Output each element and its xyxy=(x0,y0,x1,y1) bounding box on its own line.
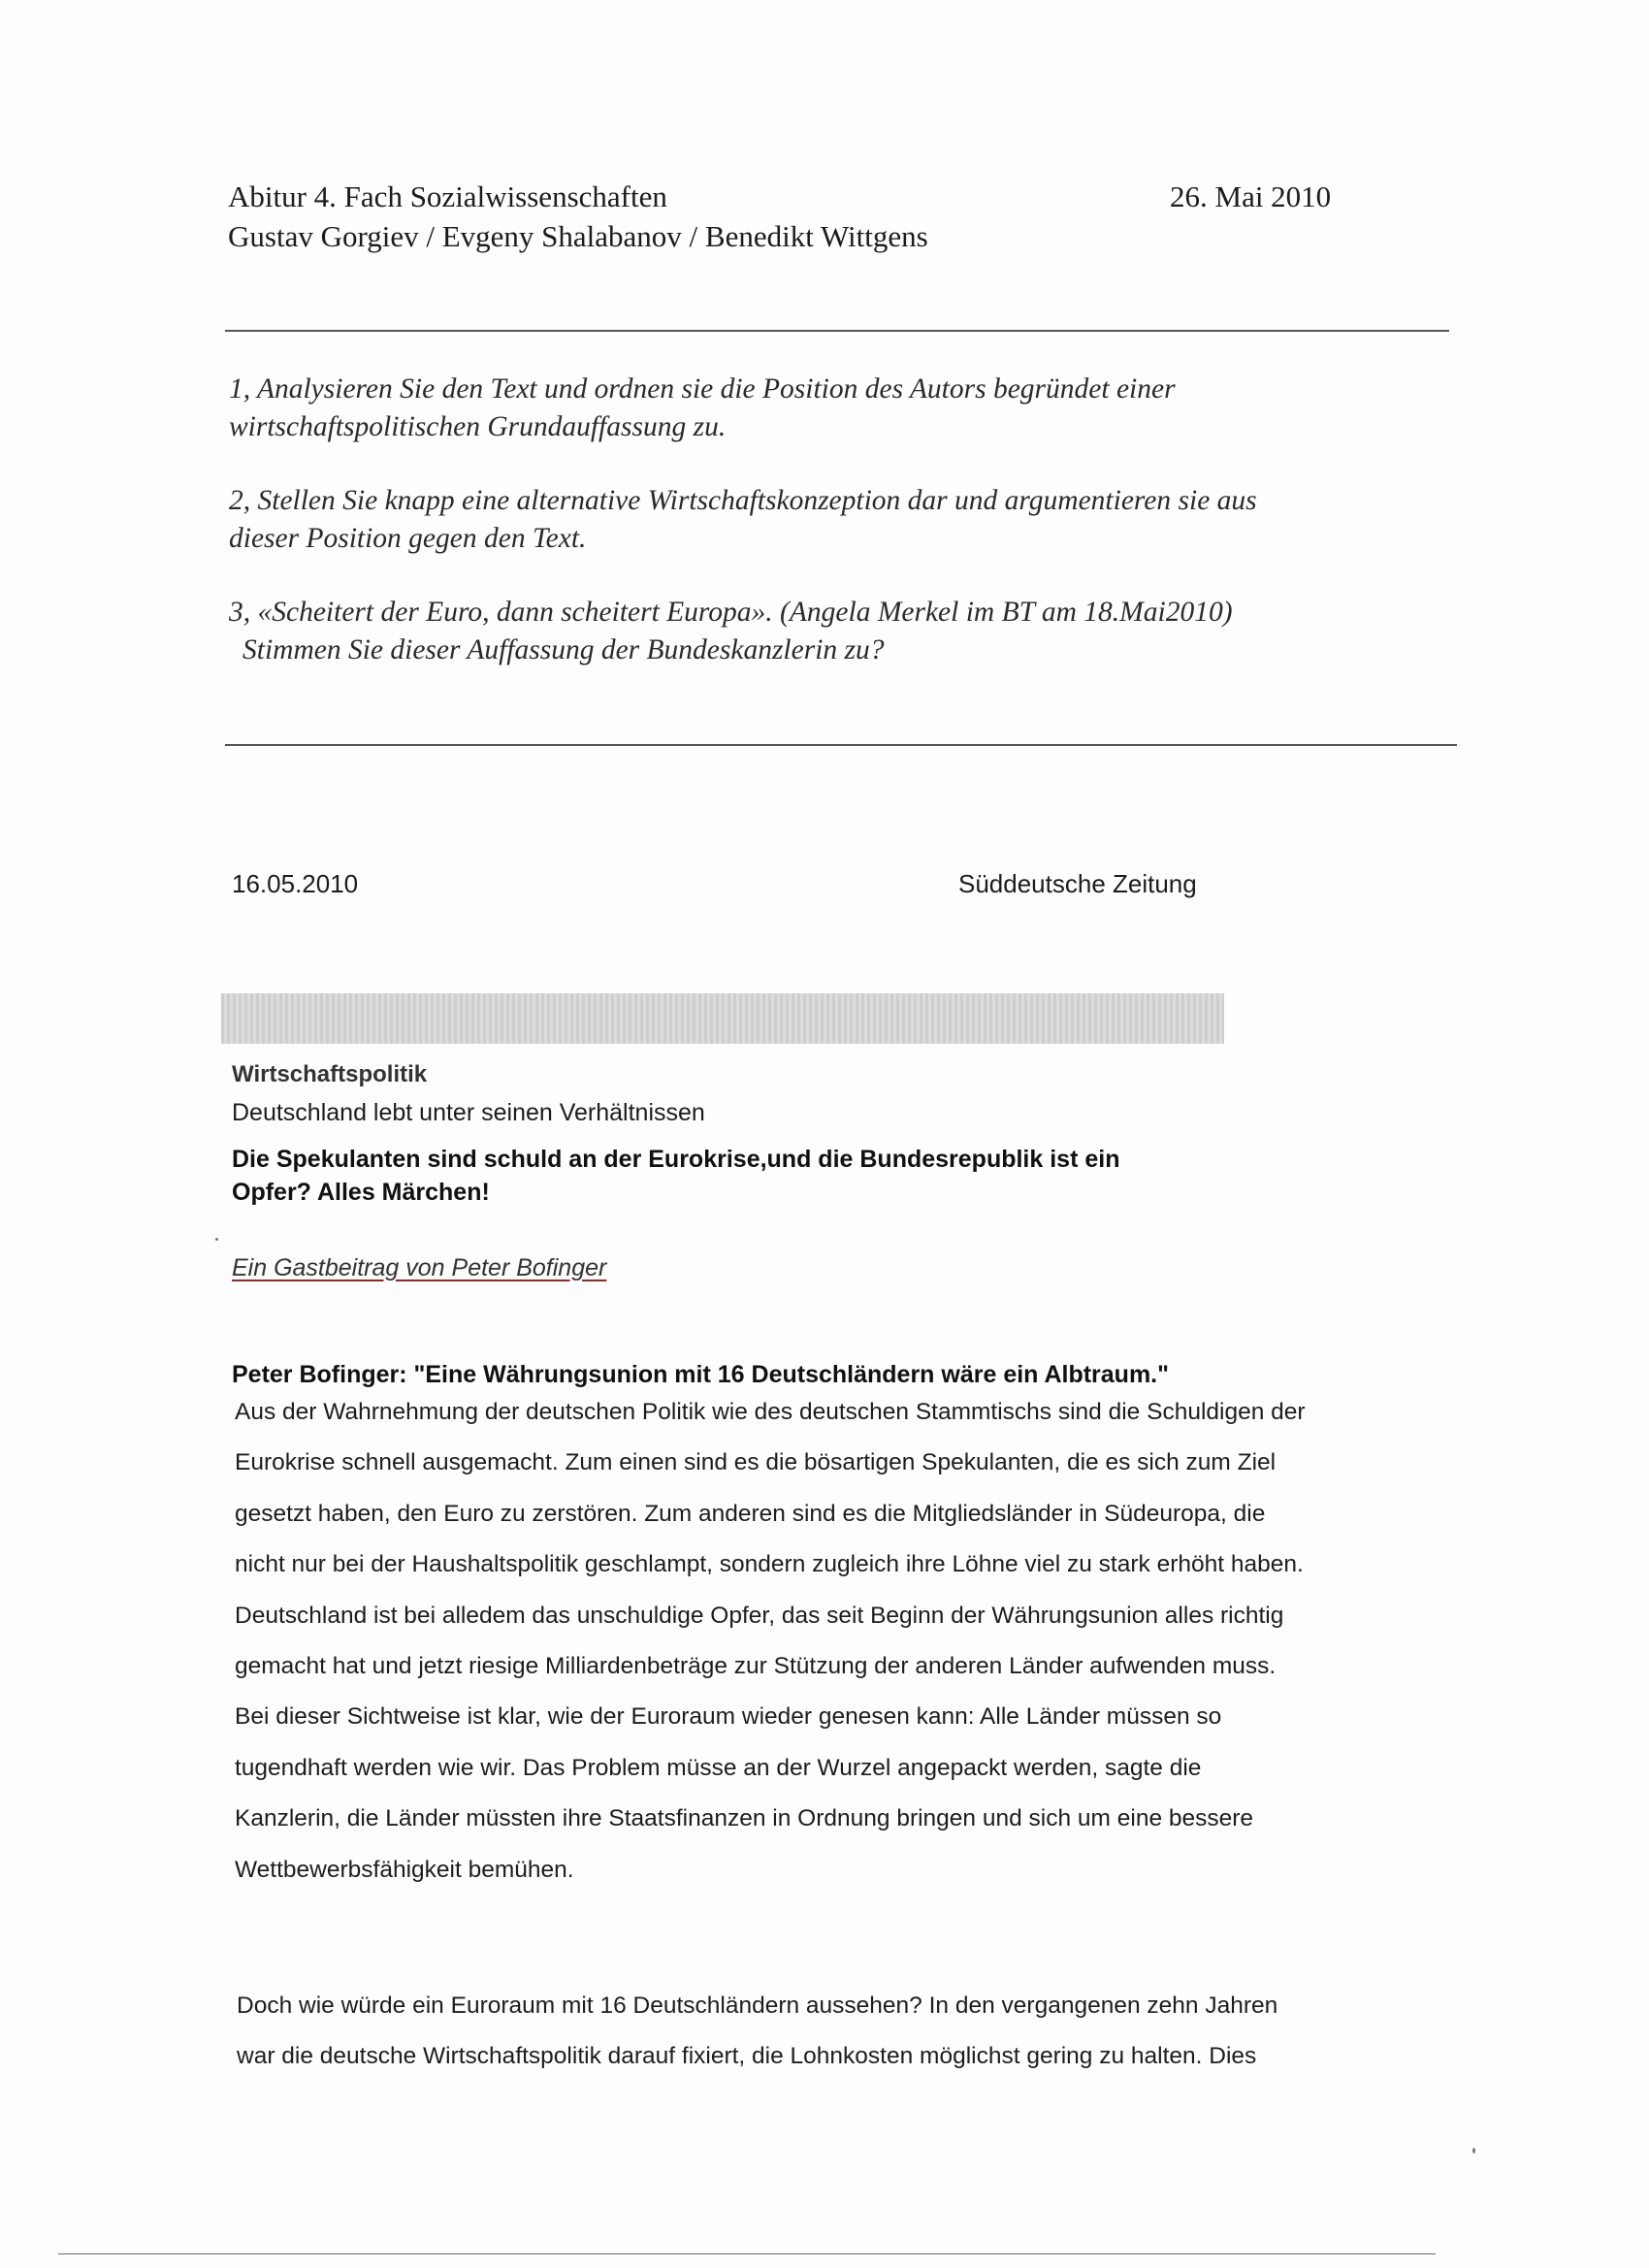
header-course-title: Abitur 4. Fach Sozialwissenschaften xyxy=(228,179,667,213)
header-authors: Gustav Gorgiev / Evgeny Shalabanov / Benedikt Wittgens xyxy=(228,219,928,253)
article-source: Süddeutsche Zeitung xyxy=(958,869,1197,898)
paragraph-1-line: Wettbewerbsfähigkeit bemühen. xyxy=(235,1856,574,1883)
article-quote-heading: Peter Bofinger: "Eine Währungsunion mit 16 Deutschländern wäre ein Albtraum." xyxy=(232,1361,1169,1388)
task-2 xyxy=(229,482,1257,558)
paragraph-1-line: Deutschland ist bei alledem das unschuldige Opfer, das seit Beginn der Währungsunion alles richtig xyxy=(235,1602,1284,1629)
paragraph-1-line: gesetzt haben, den Euro zu zerstören. Zum anderen sind es die Mitgliedsländer in Südeuropa, die xyxy=(235,1500,1266,1527)
article-paragraph-1 xyxy=(235,1387,1306,1895)
paragraph-2-line: Doch wie würde ein Euroraum mit 16 Deutschländern aussehen? In den vergangenen zehn Jahren xyxy=(237,1993,1278,2019)
task-2-line-2: dieser Position gegen den Text. xyxy=(229,523,587,554)
header-divider xyxy=(225,330,1449,332)
scan-speck xyxy=(1472,2148,1475,2154)
task-3-line-2: Stimmen Sie dieser Auffassung der Bundeskanzlerin zu? xyxy=(242,634,885,665)
task-2-line-1: 2, Stellen Sie knapp eine alternative Wirtschaftskonzeption dar und argumentieren sie aus xyxy=(229,485,1257,516)
scan-bottom-edge xyxy=(58,2253,1436,2254)
paragraph-1-line: nicht nur bei der Haushaltspolitik geschlampt, sondern zugleich ihre Löhne viel zu stark erhöht haben. xyxy=(235,1551,1304,1578)
task-1-line-1: 1, Analysieren Sie den Text und ordnen sie die Position des Autors begründet einer xyxy=(229,373,1176,405)
paragraph-1-line: gemacht hat und jetzt riesige Milliardenbeträge zur Stützung der anderen Länder aufwenden muss. xyxy=(235,1653,1277,1680)
paragraph-1-line: Aus der Wahrnehmung der deutschen Politik wie des deutschen Stammtischs sind die Schuldigen der xyxy=(235,1399,1306,1425)
article-date: 16.05.2010 xyxy=(232,869,359,898)
article-rubric: Wirtschaftspolitik xyxy=(232,1061,428,1087)
paragraph-1-line: Bei dieser Sichtweise ist klar, wie der Euroraum wieder genesen kann: Alle Länder müssen so xyxy=(235,1703,1222,1731)
scan-speck xyxy=(215,1238,218,1241)
article-paragraph-2 xyxy=(237,1981,1277,2083)
task-3-line-1: 3, «Scheitert der Euro, dann scheitert Europa». (Angela Merkel im BT am 18.Mai2010) xyxy=(229,597,1233,628)
paragraph-1-line: Eurokrise schnell ausgemacht. Zum einen sind es die bösartigen Spekulanten, die es sich zum Ziel xyxy=(235,1449,1277,1476)
article-subtitle: Deutschland lebt unter seinen Verhältnissen xyxy=(232,1099,705,1126)
paragraph-2-line: war die deutsche Wirtschaftspolitik darauf fixiert, die Lohnkosten möglichst gering zu halten. Dies xyxy=(237,2043,1257,2070)
article-lead-line-1: Die Spekulanten sind schuld an der Eurokrise,und die Bundesrepublik ist ein xyxy=(232,1146,1120,1173)
task-1-line-2: wirtschaftspolitischen Grundauffassung zu. xyxy=(229,411,727,442)
article-byline: Ein Gastbeitrag von Peter Bofinger xyxy=(232,1254,607,1281)
paragraph-1-line: tugendhaft werden wie wir. Das Problem müsse an der Wurzel angepackt werden, sagte die xyxy=(235,1754,1202,1781)
tasks-divider xyxy=(225,744,1457,746)
task-1 xyxy=(229,371,1176,446)
task-3 xyxy=(229,594,1233,669)
article-lead-line-2: Opfer? Alles Märchen! xyxy=(232,1179,490,1206)
scanned-gray-banner xyxy=(221,993,1224,1044)
paragraph-1-line: Kanzlerin, die Länder müssten ihre Staatsfinanzen in Ordnung bringen und sich um eine bessere xyxy=(235,1805,1254,1832)
header-date: 26. Mai 2010 xyxy=(1170,179,1332,213)
article-lead xyxy=(232,1143,1119,1209)
